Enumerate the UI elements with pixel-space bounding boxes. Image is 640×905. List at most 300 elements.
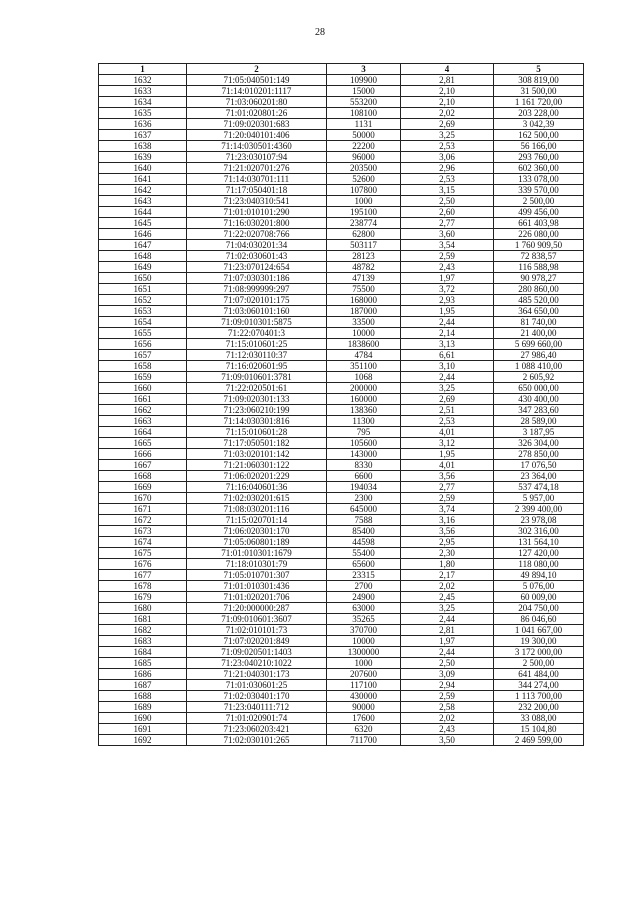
rate-cell: 4,01 [401,460,494,471]
cadastral-number-cell: 71:12:030110:37 [187,350,327,361]
row-number-cell: 1654 [99,317,187,328]
row-number-cell: 1656 [99,339,187,350]
row-number-cell: 1647 [99,240,187,251]
page-number: 28 [315,27,325,38]
cadastral-number-cell: 71:14:010201:1117 [187,86,327,97]
table-row [99,174,584,185]
area-cell: 90000 [327,702,401,713]
value-cell: 21 400,00 [494,328,584,339]
cadastral-number-cell: 71:17:050501:182 [187,438,327,449]
area-cell: 28123 [327,251,401,262]
value-cell: 5 076,00 [494,581,584,592]
cadastral-number-cell: 71:14:030501:4360 [187,141,327,152]
area-cell: 187000 [327,306,401,317]
row-number-cell: 1670 [99,493,187,504]
column-header-3: 3 [327,64,401,75]
row-number-cell: 1636 [99,119,187,130]
row-number-cell: 1685 [99,658,187,669]
row-number-cell: 1652 [99,295,187,306]
row-number-cell: 1632 [99,75,187,86]
area-cell: 160000 [327,394,401,405]
table-body [99,75,584,746]
value-cell: 15 104,80 [494,724,584,735]
table-row [99,526,584,537]
rate-cell: 2,51 [401,405,494,416]
rate-cell: 3,15 [401,185,494,196]
cadastral-number-cell: 71:16:040601:36 [187,482,327,493]
rate-cell: 2,30 [401,548,494,559]
table-row [99,735,584,746]
rate-cell: 3,56 [401,526,494,537]
rate-cell: 3,25 [401,130,494,141]
table-row [99,229,584,240]
cadastral-number-cell: 71:01:010301:436 [187,581,327,592]
table-row [99,86,584,97]
row-number-cell: 1637 [99,130,187,141]
value-cell: 56 166,00 [494,141,584,152]
area-cell: 117100 [327,680,401,691]
rate-cell: 3,25 [401,603,494,614]
table-row [99,460,584,471]
cadastral-number-cell: 71:23:060203:421 [187,724,327,735]
area-cell: 62800 [327,229,401,240]
area-cell: 107800 [327,185,401,196]
rate-cell: 3,60 [401,229,494,240]
value-cell: 33 088,00 [494,713,584,724]
rate-cell: 2,93 [401,295,494,306]
table-row [99,295,584,306]
table-row [99,372,584,383]
value-cell: 2 500,00 [494,196,584,207]
row-number-cell: 1663 [99,416,187,427]
area-cell: 22200 [327,141,401,152]
row-number-cell: 1687 [99,680,187,691]
cadastral-number-cell: 71:09:010301:5875 [187,317,327,328]
row-number-cell: 1634 [99,97,187,108]
table-header-row [99,64,584,75]
value-cell: 661 403,98 [494,218,584,229]
cadastral-number-cell: 71:23:060210:199 [187,405,327,416]
value-cell: 5 957,00 [494,493,584,504]
value-cell: 2 605,92 [494,372,584,383]
area-cell: 203500 [327,163,401,174]
value-cell: 499 456,00 [494,207,584,218]
cadastral-number-cell: 71:01:020901:74 [187,713,327,724]
row-number-cell: 1671 [99,504,187,515]
area-cell: 645000 [327,504,401,515]
value-cell: 3 172 000,00 [494,647,584,658]
value-cell: 133 078,00 [494,174,584,185]
cadastral-number-cell: 71:02:030601:43 [187,251,327,262]
cadastral-number-cell: 71:01:020201:706 [187,592,327,603]
area-cell: 207600 [327,669,401,680]
value-cell: 3 042,39 [494,119,584,130]
table-row [99,75,584,86]
rate-cell: 2,59 [401,251,494,262]
row-number-cell: 1677 [99,570,187,581]
rate-cell: 2,43 [401,262,494,273]
area-cell: 85400 [327,526,401,537]
rate-cell: 2,10 [401,97,494,108]
rate-cell: 2,53 [401,141,494,152]
area-cell: 10000 [327,328,401,339]
rate-cell: 2,17 [401,570,494,581]
area-cell: 35265 [327,614,401,625]
value-cell: 1 041 667,00 [494,625,584,636]
area-cell: 143000 [327,449,401,460]
table-row [99,306,584,317]
table-row [99,350,584,361]
area-cell: 200000 [327,383,401,394]
value-cell: 347 283,60 [494,405,584,416]
rate-cell: 2,94 [401,680,494,691]
rate-cell: 2,96 [401,163,494,174]
cadastral-number-cell: 71:23:040111:712 [187,702,327,713]
cadastral-number-cell: 71:09:020301:133 [187,394,327,405]
value-cell: 23 364,00 [494,471,584,482]
value-cell: 60 009,00 [494,592,584,603]
cadastral-number-cell: 71:04:030201:34 [187,240,327,251]
value-cell: 537 474,18 [494,482,584,493]
table-row [99,185,584,196]
cadastral-number-cell: 71:06:020201:229 [187,471,327,482]
cadastral-number-cell: 71:09:010601:3607 [187,614,327,625]
value-cell: 641 484,00 [494,669,584,680]
table-row [99,669,584,680]
cadastral-number-cell: 71:07:020101:175 [187,295,327,306]
rate-cell: 2,02 [401,108,494,119]
cadastral-number-cell: 71:01:010101:290 [187,207,327,218]
area-cell: 2300 [327,493,401,504]
area-cell: 65600 [327,559,401,570]
table-row [99,284,584,295]
row-number-cell: 1659 [99,372,187,383]
cadastral-number-cell: 71:15:010601:28 [187,427,327,438]
area-cell: 52600 [327,174,401,185]
value-cell: 485 520,00 [494,295,584,306]
value-cell: 23 978,08 [494,515,584,526]
cadastral-number-cell: 71:15:020701:14 [187,515,327,526]
rate-cell: 1,97 [401,636,494,647]
rate-cell: 3,06 [401,152,494,163]
rate-cell: 3,09 [401,669,494,680]
area-cell: 194034 [327,482,401,493]
area-cell: 503117 [327,240,401,251]
rate-cell: 6,61 [401,350,494,361]
row-number-cell: 1675 [99,548,187,559]
value-cell: 1 113 700,00 [494,691,584,702]
table-row [99,713,584,724]
row-number-cell: 1674 [99,537,187,548]
row-number-cell: 1650 [99,273,187,284]
area-cell: 15000 [327,86,401,97]
cadastral-number-cell: 71:21:020701:276 [187,163,327,174]
rate-cell: 2,50 [401,196,494,207]
table-row [99,240,584,251]
row-number-cell: 1673 [99,526,187,537]
row-number-cell: 1683 [99,636,187,647]
cadastral-number-cell: 71:23:030107:94 [187,152,327,163]
rate-cell: 1,97 [401,273,494,284]
table-row [99,119,584,130]
area-cell: 1000 [327,658,401,669]
area-cell: 795 [327,427,401,438]
cadastral-number-cell: 71:22:070401:3 [187,328,327,339]
value-cell: 302 316,00 [494,526,584,537]
row-number-cell: 1681 [99,614,187,625]
cadastral-number-cell: 71:21:060301:122 [187,460,327,471]
cadastral-number-cell: 71:20:040101:406 [187,130,327,141]
value-cell: 278 850,00 [494,449,584,460]
value-cell: 1 088 410,00 [494,361,584,372]
cadastral-number-cell: 71:02:030201:615 [187,493,327,504]
cadastral-number-cell: 71:02:010101:73 [187,625,327,636]
row-number-cell: 1665 [99,438,187,449]
table-row [99,339,584,350]
area-cell: 17600 [327,713,401,724]
row-number-cell: 1640 [99,163,187,174]
value-cell: 19 300,00 [494,636,584,647]
rate-cell: 2,44 [401,317,494,328]
table-row [99,603,584,614]
rate-cell: 3,72 [401,284,494,295]
cadastral-number-cell: 71:16:020601:95 [187,361,327,372]
value-cell: 31 500,00 [494,86,584,97]
rate-cell: 2,77 [401,218,494,229]
row-number-cell: 1679 [99,592,187,603]
table-row [99,570,584,581]
row-number-cell: 1666 [99,449,187,460]
rate-cell: 2,14 [401,328,494,339]
value-cell: 90 978,27 [494,273,584,284]
value-cell: 280 860,00 [494,284,584,295]
rate-cell: 2,60 [401,207,494,218]
cadastral-number-cell: 71:05:040501:149 [187,75,327,86]
row-number-cell: 1648 [99,251,187,262]
row-number-cell: 1676 [99,559,187,570]
table-row [99,636,584,647]
cadastral-number-cell: 71:17:050401:18 [187,185,327,196]
cadastral-number-cell: 71:06:020301:170 [187,526,327,537]
area-cell: 1000 [327,196,401,207]
value-cell: 650 000,00 [494,383,584,394]
rate-cell: 2,53 [401,174,494,185]
table-row [99,383,584,394]
table-row [99,449,584,460]
table-row [99,691,584,702]
area-cell: 50000 [327,130,401,141]
value-cell: 226 080,00 [494,229,584,240]
rate-cell: 2,44 [401,614,494,625]
cadastral-number-cell: 71:05:060801:189 [187,537,327,548]
value-cell: 364 650,00 [494,306,584,317]
rate-cell: 2,59 [401,691,494,702]
area-cell: 168000 [327,295,401,306]
table-row [99,548,584,559]
table-row [99,317,584,328]
area-cell: 10000 [327,636,401,647]
column-header-2: 2 [187,64,327,75]
row-number-cell: 1689 [99,702,187,713]
row-number-cell: 1667 [99,460,187,471]
value-cell: 127 420,00 [494,548,584,559]
value-cell: 344 274,00 [494,680,584,691]
row-number-cell: 1662 [99,405,187,416]
table-row [99,163,584,174]
rate-cell: 1,95 [401,306,494,317]
value-cell: 118 080,00 [494,559,584,570]
row-number-cell: 1686 [99,669,187,680]
table-row [99,262,584,273]
area-cell: 553200 [327,97,401,108]
table-row [99,361,584,372]
rate-cell: 3,16 [401,515,494,526]
table-row [99,559,584,570]
cadastral-number-cell: 71:21:040301:173 [187,669,327,680]
area-cell: 55400 [327,548,401,559]
row-number-cell: 1678 [99,581,187,592]
area-cell: 1300000 [327,647,401,658]
cadastral-number-cell: 71:03:060201:80 [187,97,327,108]
rate-cell: 3,25 [401,383,494,394]
area-cell: 1838600 [327,339,401,350]
cadastral-number-cell: 71:02:030401:170 [187,691,327,702]
rate-cell: 2,69 [401,394,494,405]
value-cell: 1 760 909,50 [494,240,584,251]
cadastral-number-cell: 71:05:010701:307 [187,570,327,581]
row-number-cell: 1669 [99,482,187,493]
area-cell: 195100 [327,207,401,218]
row-number-cell: 1646 [99,229,187,240]
value-cell: 2 399 400,00 [494,504,584,515]
value-cell: 232 200,00 [494,702,584,713]
table-row [99,658,584,669]
area-cell: 11300 [327,416,401,427]
row-number-cell: 1641 [99,174,187,185]
value-cell: 2 500,00 [494,658,584,669]
column-header-5: 5 [494,64,584,75]
cadastral-number-cell: 71:16:030201:800 [187,218,327,229]
table-row [99,647,584,658]
cadastral-number-cell: 71:07:020201:849 [187,636,327,647]
row-number-cell: 1644 [99,207,187,218]
rate-cell: 3,56 [401,471,494,482]
table-row [99,680,584,691]
value-cell: 308 819,00 [494,75,584,86]
rate-cell: 2,77 [401,482,494,493]
rate-cell: 1,95 [401,449,494,460]
cadastral-number-cell: 71:02:030101:265 [187,735,327,746]
table-row [99,482,584,493]
cadastral-number-cell: 71:20:000000:287 [187,603,327,614]
area-cell: 1131 [327,119,401,130]
row-number-cell: 1653 [99,306,187,317]
cadastral-table [98,63,584,746]
rate-cell: 2,58 [401,702,494,713]
table-row [99,207,584,218]
table-row [99,196,584,207]
table-row [99,625,584,636]
cadastral-number-cell: 71:03:060101:160 [187,306,327,317]
value-cell: 162 500,00 [494,130,584,141]
row-number-cell: 1643 [99,196,187,207]
area-cell: 138360 [327,405,401,416]
area-cell: 24900 [327,592,401,603]
value-cell: 81 740,00 [494,317,584,328]
row-number-cell: 1664 [99,427,187,438]
cadastral-number-cell: 71:09:010601:3781 [187,372,327,383]
row-number-cell: 1651 [99,284,187,295]
row-number-cell: 1672 [99,515,187,526]
rate-cell: 2,53 [401,416,494,427]
area-cell: 6320 [327,724,401,735]
value-cell: 17 076,50 [494,460,584,471]
table-row [99,97,584,108]
table-row [99,251,584,262]
cadastral-number-cell: 71:22:020708:766 [187,229,327,240]
table-row [99,152,584,163]
cadastral-number-cell: 71:07:030301:186 [187,273,327,284]
area-cell: 8330 [327,460,401,471]
table-row [99,724,584,735]
row-number-cell: 1658 [99,361,187,372]
area-cell: 430000 [327,691,401,702]
table-row [99,581,584,592]
area-cell: 2700 [327,581,401,592]
table-row [99,405,584,416]
table-row [99,394,584,405]
table-row [99,328,584,339]
value-cell: 27 986,40 [494,350,584,361]
rate-cell: 2,44 [401,647,494,658]
area-cell: 47139 [327,273,401,284]
row-number-cell: 1642 [99,185,187,196]
value-cell: 86 046,60 [494,614,584,625]
rate-cell: 2,44 [401,372,494,383]
rate-cell: 2,95 [401,537,494,548]
value-cell: 28 589,00 [494,416,584,427]
row-number-cell: 1692 [99,735,187,746]
rate-cell: 3,54 [401,240,494,251]
cadastral-number-cell: 71:15:010601:25 [187,339,327,350]
cadastral-number-cell: 71:09:020501:1403 [187,647,327,658]
rate-cell: 2,45 [401,592,494,603]
area-cell: 63000 [327,603,401,614]
table-row [99,702,584,713]
rate-cell: 2,02 [401,713,494,724]
value-cell: 326 304,00 [494,438,584,449]
cadastral-number-cell: 71:01:030601:25 [187,680,327,691]
rate-cell: 2,10 [401,86,494,97]
area-cell: 238774 [327,218,401,229]
cadastral-number-cell: 71:08:030201:116 [187,504,327,515]
value-cell: 602 360,00 [494,163,584,174]
value-cell: 293 760,00 [494,152,584,163]
table-row [99,592,584,603]
row-number-cell: 1638 [99,141,187,152]
value-cell: 49 894,10 [494,570,584,581]
column-header-1: 1 [99,64,187,75]
rate-cell: 3,12 [401,438,494,449]
cadastral-number-cell: 71:18:010301:79 [187,559,327,570]
cadastral-number-cell: 71:23:040310:541 [187,196,327,207]
value-cell: 72 838,57 [494,251,584,262]
cadastral-number-cell: 71:01:010301:1679 [187,548,327,559]
cadastral-number-cell: 71:22:020501:61 [187,383,327,394]
row-number-cell: 1688 [99,691,187,702]
area-cell: 96000 [327,152,401,163]
table-row [99,130,584,141]
